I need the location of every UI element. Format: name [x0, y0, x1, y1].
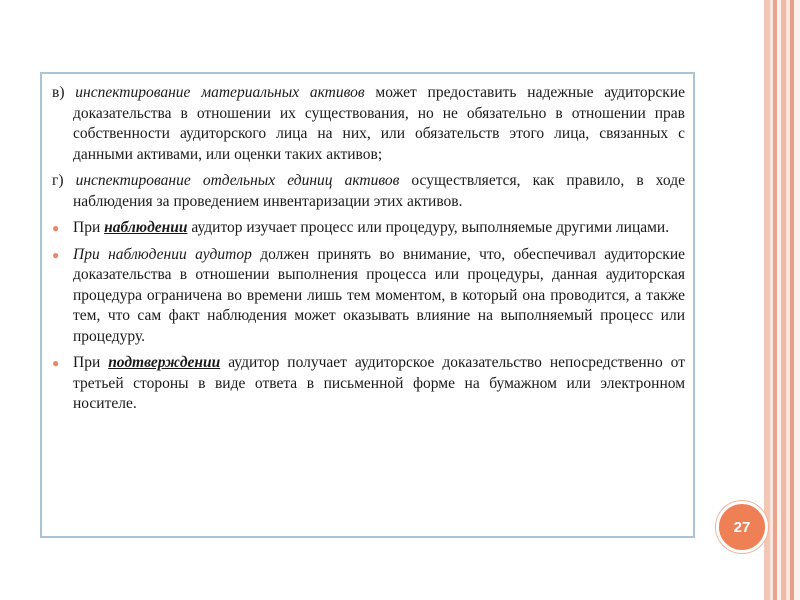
paragraph-v-text: может предоставить надежные аудиторские доказательства в отношении их существования, но не обязательно в отношении прав собственности аудиторского лица на них, или обязательств этого лица, связанных с данными активами, или оценки таких активов; — [73, 84, 686, 163]
paragraph-v — [52, 83, 685, 165]
bullet-1-emphasis: наблюдении — [104, 219, 188, 236]
bullet-1-text: аудитор изучает процесс или процедуру, выполняемые другими лицами. — [187, 219, 670, 236]
bullet-1-lead: При — [73, 219, 105, 236]
paragraph-g-text: осуществляется, как правило, в ходе наблюдения за проведением инвентаризации этих активов. — [73, 172, 685, 210]
bullet-2-text: должен принять во внимание, что, обеспечивал аудиторские доказательства в отношении выполнения процесса или процедуры, данная аудиторская процедура ограничена во времени лишь тем моментом, в который она проводится, а также тем, что сам факт наблюдения может оказывать влияние на выполняемый процесс или процедуру. — [73, 245, 685, 345]
paragraph-g — [52, 171, 685, 212]
italic-term-inspection-units: инспектирование отдельных единиц активов — [75, 172, 400, 189]
page-number-badge: 27 — [716, 501, 768, 553]
bullet-marker-icon: ● — [52, 221, 60, 235]
decorative-side-stripes — [764, 0, 800, 600]
list-marker-v: в) — [52, 84, 65, 101]
bullet-3-lead: При — [73, 354, 109, 371]
bullet-marker-icon: ● — [52, 356, 60, 370]
bullet-2-italic: При наблюдении аудитор — [73, 245, 252, 263]
content-text-box — [40, 72, 695, 538]
bullet-3-text: аудитор получает аудиторское доказательство непосредственно от третьей стороны в виде ответа в письменной форме на бумажном или электронном носителе. — [73, 354, 685, 412]
bullet-marker-icon: ● — [52, 247, 60, 262]
bullet-confirmation — [52, 353, 685, 415]
bullet-observation-limits — [52, 245, 685, 348]
bullet-observation-definition — [52, 218, 685, 239]
bullet-3-emphasis: подтверждении — [108, 354, 221, 371]
list-marker-g: г) — [52, 172, 64, 189]
italic-term-inspection-material: инспектирование материальных активов — [75, 84, 365, 101]
